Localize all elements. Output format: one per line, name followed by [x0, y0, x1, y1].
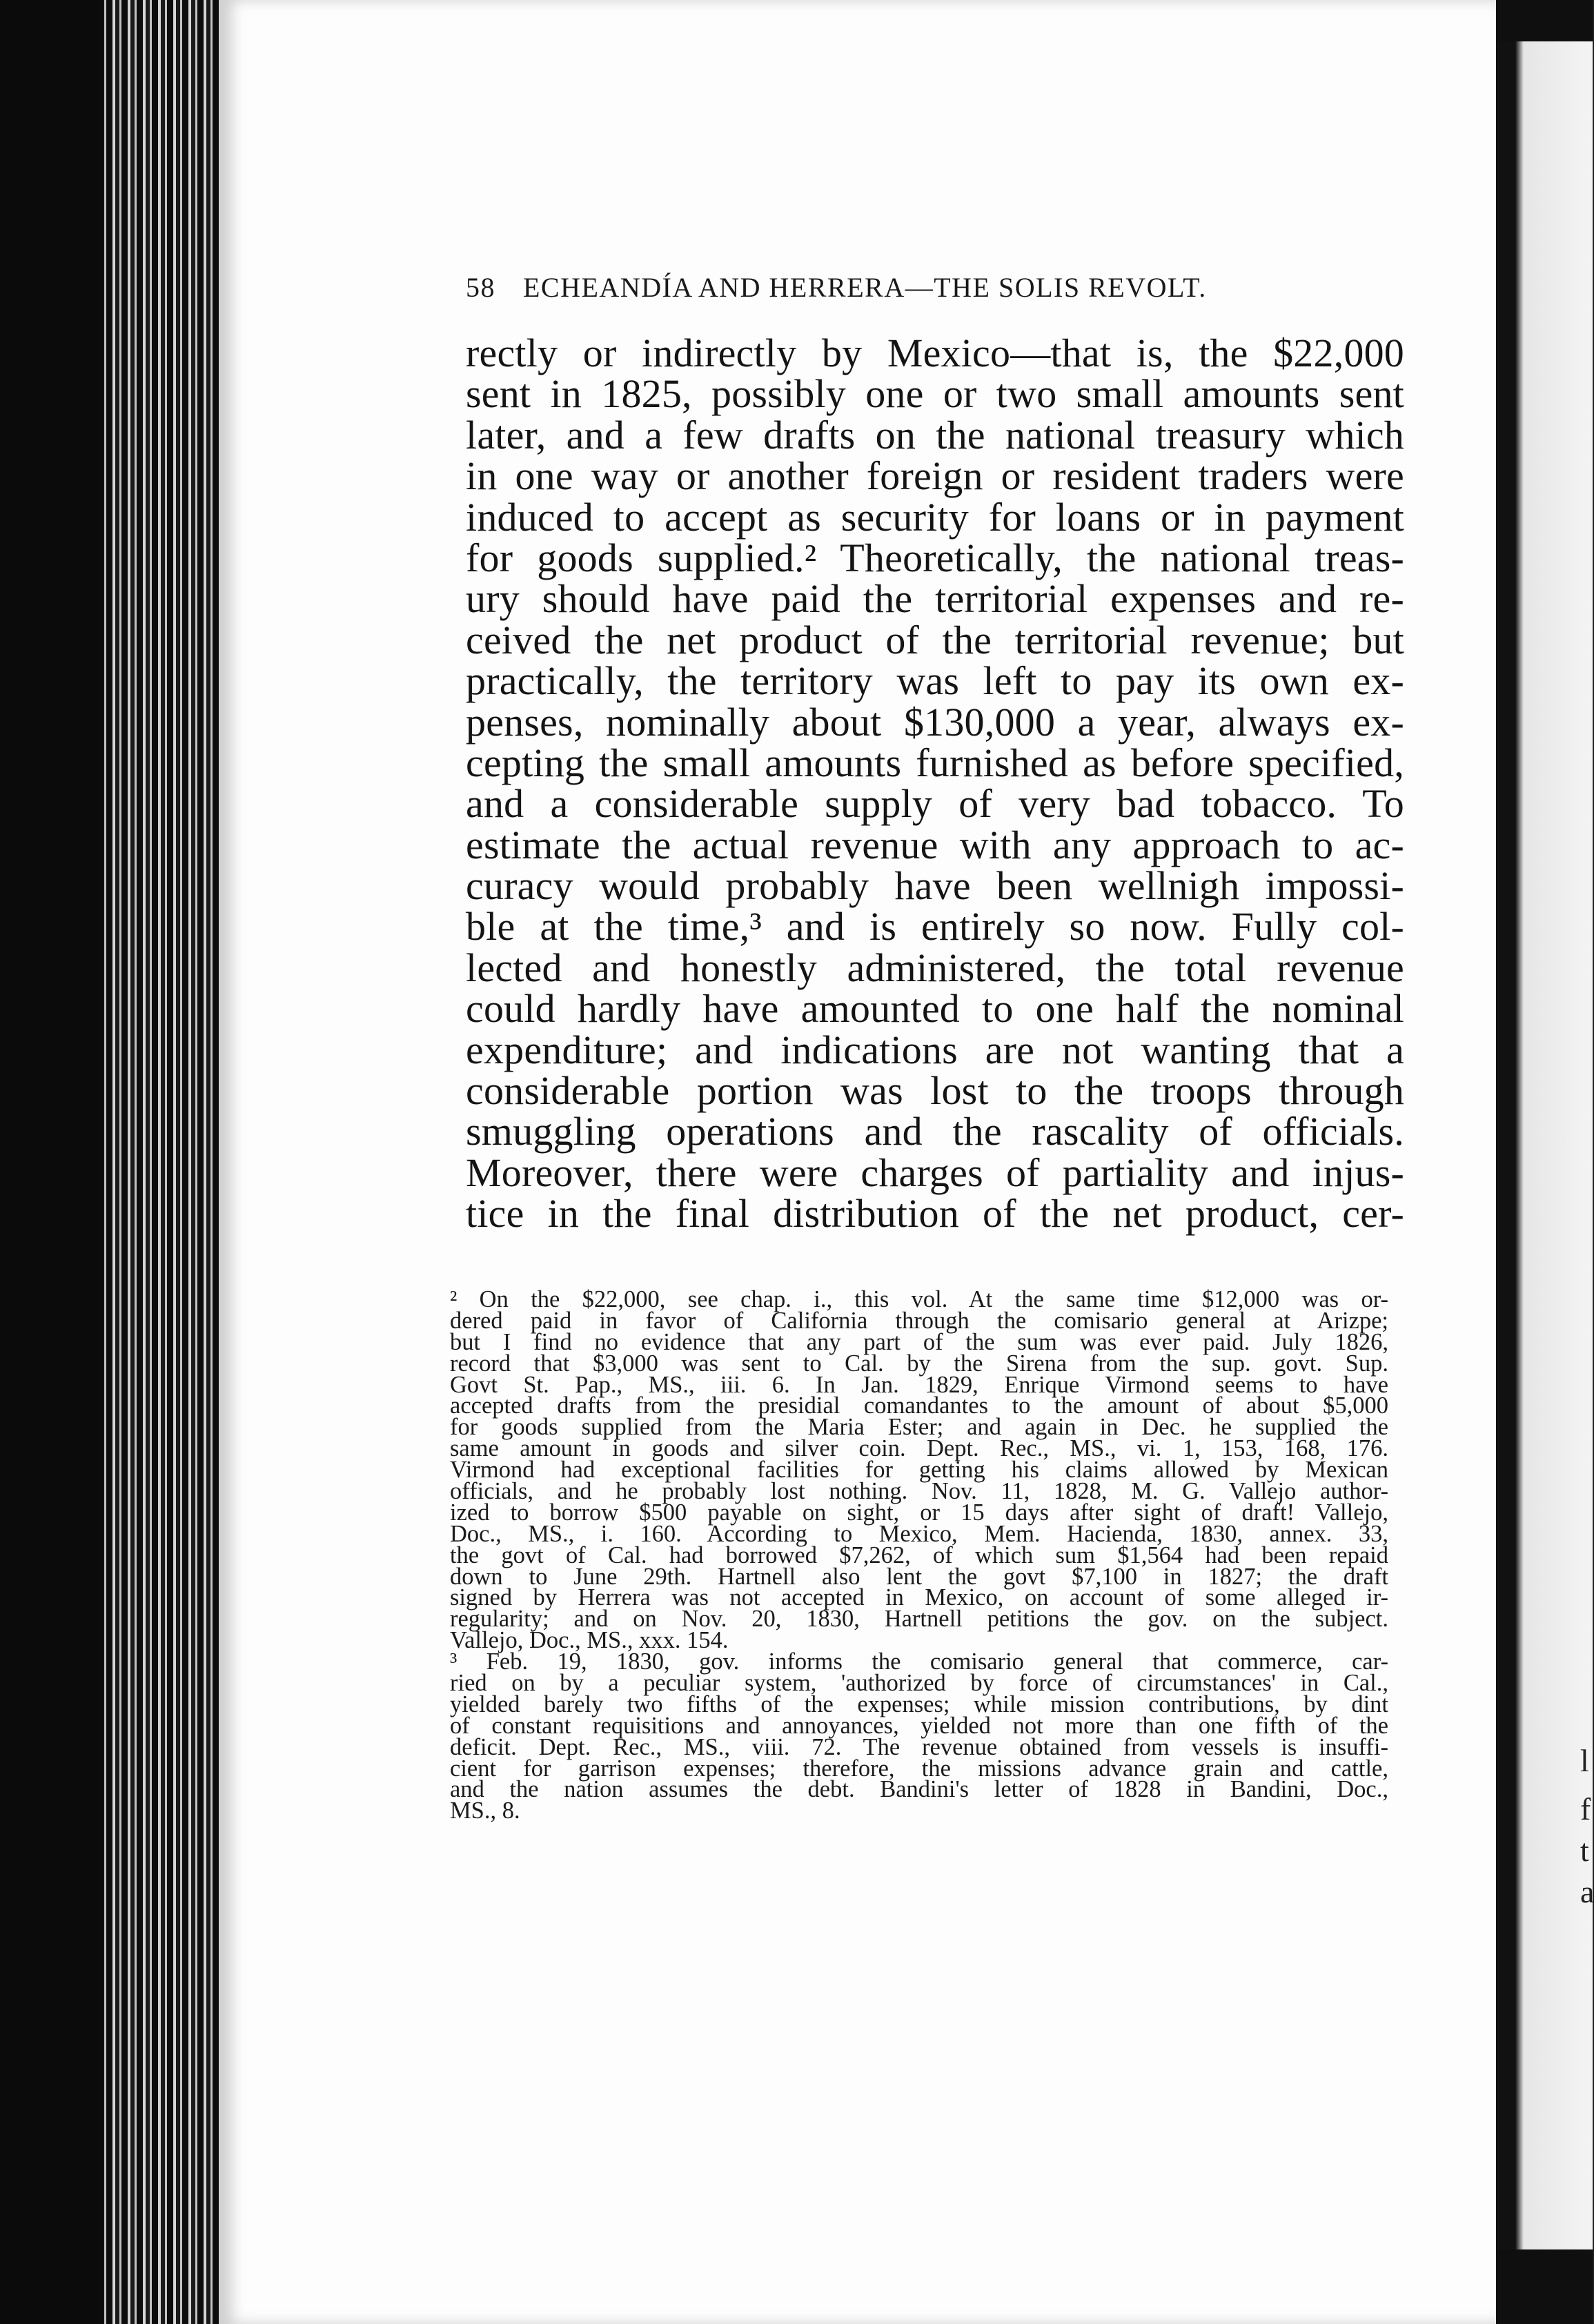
body-line: considerable portion was lost to the troops through [466, 1068, 1404, 1114]
adjacent-page-char: f [1580, 1791, 1591, 1826]
footnote-line: and the nation assumes the debt. Bandini's letter of 1828 in Bandini, Doc., [450, 1776, 1388, 1803]
body-line: smuggling operations and the rascality of officials. [466, 1109, 1404, 1154]
body-line: could hardly have amounted to one half the nominal [466, 986, 1404, 1032]
page-number: 58 [466, 272, 495, 303]
body-line: Moreover, there were charges of partiality and injus- [466, 1150, 1404, 1195]
adjacent-page-char: a [1580, 1874, 1594, 1909]
footnote-line: of constant requisitions and annoyances, yielded not more than one fifth of the [450, 1712, 1388, 1739]
body-line: curacy would probably have been wellnigh impossi- [466, 863, 1404, 909]
footnote-line: ized to borrow $500 payable on sight, or 15 days after sight of draft! Vallejo, [450, 1499, 1388, 1526]
body-line: tice in the final distribution of the net product, cer- [466, 1191, 1404, 1237]
footnote-line: deficit. Dept. Rec., MS., viii. 72. The revenue obtained from vessels is insuffi- [450, 1733, 1388, 1760]
footnote-line: Doc., MS., i. 160. According to Mexico, Mem. Hacienda, 1830, annex. 33, [450, 1520, 1388, 1547]
body-line: in one way or another foreign or resident traders were [466, 453, 1404, 499]
footnote-line: dered paid in favor of California through the comisario general at Arizpe; [450, 1307, 1388, 1334]
footnote-line: record that $3,000 was sent to Cal. by the Sirena from the sup. govt. Sup. [450, 1350, 1388, 1377]
footnote-line: signed by Herrera was not accepted in Mexico, on account of some alleged ir- [450, 1584, 1388, 1611]
scan-border-top-right [1496, 0, 1593, 41]
body-line: and a considerable supply of very bad tobacco. To [466, 781, 1404, 827]
body-line: ury should have paid the territorial expenses and re- [466, 576, 1404, 622]
body-line: for goods supplied.² Theoretically, the national treas- [466, 535, 1404, 580]
footnote-line: cient for garrison expenses; therefore, the missions advance grain and cattle, [450, 1755, 1388, 1782]
scan-border-bottom-right [1496, 2249, 1593, 2324]
book-fore-edge-left [0, 0, 228, 2324]
footnote-line: officials, and he probably lost nothing. Nov. 11, 1828, M. G. Vallejo author- [450, 1478, 1388, 1505]
footnote-line: ³ Feb. 19, 1830, gov. informs the comisario general that commerce, car- [450, 1648, 1388, 1675]
adjacent-page-edge [1496, 41, 1593, 2249]
footnote-line: regularity; and on Nov. 20, 1830, Hartnell petitions the gov. on the subject. [450, 1606, 1388, 1633]
body-line: cepting the small amounts furnished as before specified, [466, 740, 1404, 785]
footnote-line: the govt of Cal. had borrowed $7,262, of which sum $1,564 had been repaid [450, 1542, 1388, 1568]
footnote-line: Virmond had exceptional facilities for getting his claims allowed by Mexican [450, 1457, 1388, 1484]
footnotes [450, 1286, 1388, 1824]
footnote-line: for goods supplied from the Maria Ester; and again in Dec. he supplied the [450, 1414, 1388, 1441]
running-head [466, 271, 1315, 304]
body-line: ble at the time,³ and is entirely so now. Fully col- [466, 904, 1404, 949]
adjacent-page-char: t [1580, 1833, 1589, 1868]
body-line: induced to accept as security for loans or in payment [466, 494, 1404, 540]
body-line: expenditure; and indications are not wanting that a [466, 1027, 1404, 1072]
running-head-title: ECHEANDÍA AND HERRERA—THE SOLIS REVOLT. [523, 272, 1207, 303]
footnote-line: ried on by a peculiar system, 'authorized by force of circumstances' in Cal., [450, 1670, 1388, 1697]
adjacent-page-char: l [1580, 1743, 1589, 1778]
body-text [466, 331, 1404, 1237]
body-line: practically, the territory was left to pay its own ex- [466, 658, 1404, 704]
footnote-line: Govt St. Pap., MS., iii. 6. In Jan. 1829, Enrique Virmond seems to have [450, 1371, 1388, 1398]
body-line: lected and honestly administered, the total revenue [466, 945, 1404, 990]
footnote-line: but I find no evidence that any part of the sum was ever paid. July 1826, [450, 1328, 1388, 1355]
body-line: penses, nominally about $130,000 a year, always ex- [466, 699, 1404, 745]
body-line: estimate the actual revenue with any approach to ac- [466, 822, 1404, 867]
footnote-line: MS., 8. [450, 1798, 520, 1824]
footnote-line: accepted drafts from the presidial comandantes to the amount of about $5,000 [450, 1392, 1388, 1419]
body-line: ceived the net product of the territorial revenue; but [466, 617, 1404, 662]
footnote-line: same amount in goods and silver coin. Dept. Rec., MS., vi. 1, 153, 168, 176. [450, 1435, 1388, 1462]
footnote-line: ² On the $22,000, see chap. i., this vol. At the same time $12,000 was or- [450, 1286, 1388, 1312]
footnote-line: down to June 29th. Hartnell also lent the govt $7,100 in 1827; the draft [450, 1563, 1388, 1590]
body-line: later, and a few drafts on the national treasury which [466, 412, 1404, 457]
footnote-line: yielded barely two fifths of the expenses; while mission contributions, by dint [450, 1691, 1388, 1717]
body-line: sent in 1825, possibly one or two small amounts sent [466, 371, 1404, 417]
footnote-line: Vallejo, Doc., MS., xxx. 154. [450, 1627, 729, 1654]
body-line: rectly or indirectly by Mexico—that is, the $22,000 [466, 331, 1404, 375]
